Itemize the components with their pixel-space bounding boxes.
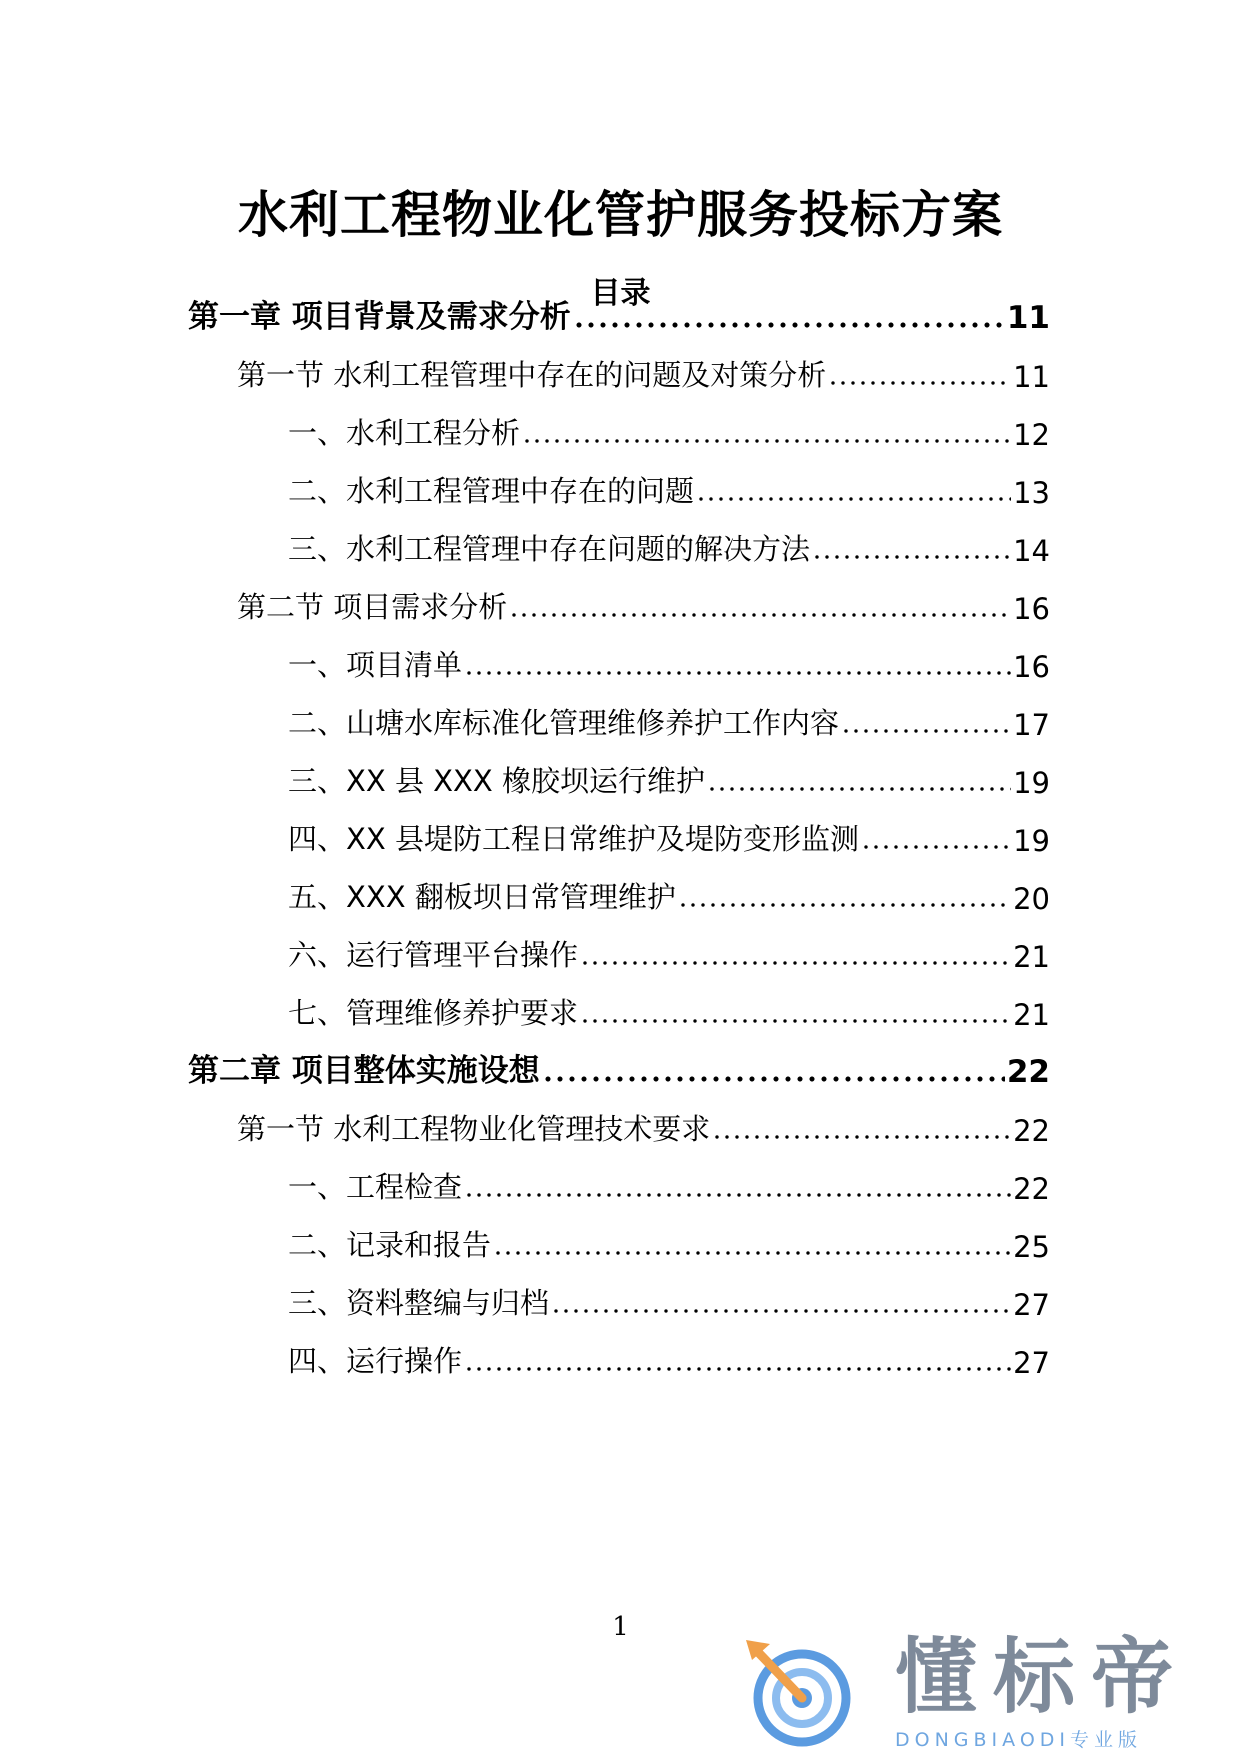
- toc-page-number: 16: [1013, 650, 1050, 684]
- toc-leader-dots: [493, 1249, 1011, 1257]
- toc-entry[interactable]: [0, 756, 1241, 800]
- toc-page-number: 12: [1013, 418, 1050, 452]
- toc-leader-dots: [551, 1307, 1011, 1315]
- toc-entry-label: 第二章 项目整体实施设想: [188, 1053, 540, 1089]
- toc-entry-label: 二、记录和报告: [288, 1228, 492, 1262]
- toc-page-number: 13: [1013, 476, 1050, 510]
- toc-entry-label: 三、资料整编与归档: [288, 1286, 550, 1320]
- toc-entry[interactable]: [0, 640, 1241, 684]
- toc-leader-dots: [580, 1017, 1011, 1025]
- toc-leader-dots: [464, 1191, 1011, 1199]
- toc-entry[interactable]: [0, 814, 1241, 858]
- toc-entry[interactable]: [0, 1336, 1241, 1380]
- toc-page-number: 21: [1013, 940, 1050, 974]
- toc-entry[interactable]: [0, 350, 1241, 394]
- toc-leader-dots: [464, 1365, 1011, 1373]
- toc-page-number: 14: [1013, 534, 1050, 568]
- toc-page-number: 20: [1013, 882, 1050, 916]
- toc-entry[interactable]: [0, 988, 1241, 1032]
- toc-entry-label: 三、水利工程管理中存在问题的解决方法: [288, 532, 811, 566]
- toc-page-number: 19: [1013, 766, 1050, 800]
- toc-entry[interactable]: [0, 408, 1241, 452]
- toc-page-number: 17: [1013, 708, 1050, 742]
- brand-subtitle: DONGBIAODI专业版: [895, 1729, 1143, 1751]
- brand-name: 懂标帝: [895, 1630, 1190, 1725]
- toc-entry-label: 第一节 水利工程管理中存在的问题及对策分析: [237, 358, 827, 392]
- toc-leader-dots: [712, 1133, 1011, 1141]
- target-logo-icon: [740, 1628, 890, 1748]
- toc-entry-label: 四、XX 县堤防工程日常维护及堤防变形监测: [288, 822, 859, 856]
- toc-entry[interactable]: [0, 698, 1241, 742]
- toc-entry[interactable]: [0, 1278, 1241, 1322]
- toc-page-number: 21: [1013, 998, 1050, 1032]
- toc-page-number: 27: [1013, 1346, 1050, 1380]
- toc-page-number: 19: [1013, 824, 1050, 858]
- toc-page-number: 11: [1013, 360, 1050, 394]
- toc-entry[interactable]: [0, 582, 1241, 626]
- toc-heading: 目录: [590, 276, 651, 311]
- toc-entry-label: 一、工程检查: [288, 1170, 463, 1204]
- toc-entry-label: 一、水利工程分析: [288, 416, 521, 450]
- toc-entry-label: 五、XXX 翻板坝日常管理维护: [288, 880, 676, 914]
- toc-entry[interactable]: [0, 872, 1241, 916]
- toc-entry[interactable]: [0, 930, 1241, 974]
- toc-leader-dots: [841, 727, 1011, 735]
- toc-entry-label: 二、水利工程管理中存在的问题: [288, 474, 695, 508]
- toc-leader-dots: [542, 1075, 1005, 1083]
- toc-leader-dots: [573, 321, 1005, 329]
- document-title: 水利工程物业化管护服务投标方案: [238, 186, 1003, 244]
- toc-entry-label: 七、管理维修养护要求: [288, 996, 579, 1030]
- brand-watermark: [740, 1628, 1230, 1751]
- toc-entry[interactable]: [0, 466, 1241, 510]
- toc-entry-label: 一、项目清单: [288, 648, 463, 682]
- toc-entry[interactable]: [0, 1220, 1241, 1264]
- toc-entry[interactable]: [0, 1104, 1241, 1148]
- toc-entry[interactable]: [0, 524, 1241, 568]
- toc-page-number: 25: [1013, 1230, 1050, 1264]
- toc-page-number: 22: [1006, 1054, 1050, 1090]
- toc-leader-dots: [861, 843, 1011, 851]
- toc-leader-dots: [812, 553, 1011, 561]
- toc-entry-label: 第一节 水利工程物业化管理技术要求: [237, 1112, 711, 1146]
- toc-entry-label: 六、运行管理平台操作: [288, 938, 579, 972]
- toc-leader-dots: [678, 901, 1011, 909]
- toc-leader-dots: [828, 379, 1011, 387]
- toc-page-number: 27: [1013, 1288, 1050, 1322]
- toc-page-number: 22: [1013, 1172, 1050, 1206]
- toc-entry[interactable]: [0, 1162, 1241, 1206]
- toc-leader-dots: [580, 959, 1011, 967]
- toc-leader-dots: [509, 611, 1011, 619]
- toc-leader-dots: [464, 669, 1011, 677]
- toc-leader-dots: [522, 437, 1011, 445]
- toc-leader-dots: [707, 785, 1011, 793]
- toc-page-number: 11: [1006, 300, 1050, 336]
- toc-page-number: 16: [1013, 592, 1050, 626]
- page-number: 1: [612, 1612, 629, 1642]
- toc-page-number: 22: [1013, 1114, 1050, 1148]
- toc-entry-label: 第二节 项目需求分析: [237, 590, 508, 624]
- toc-leader-dots: [696, 495, 1011, 503]
- toc-entry-label: 三、XX 县 XXX 橡胶坝运行维护: [288, 764, 705, 798]
- toc-entry-label: 四、运行操作: [288, 1344, 463, 1378]
- toc-entry[interactable]: [0, 292, 1241, 336]
- toc-entry-label: 二、山塘水库标准化管理维修养护工作内容: [288, 706, 840, 740]
- toc-entry-label: 第一章 项目背景及需求分析: [188, 299, 571, 335]
- toc-entry[interactable]: [0, 1046, 1241, 1090]
